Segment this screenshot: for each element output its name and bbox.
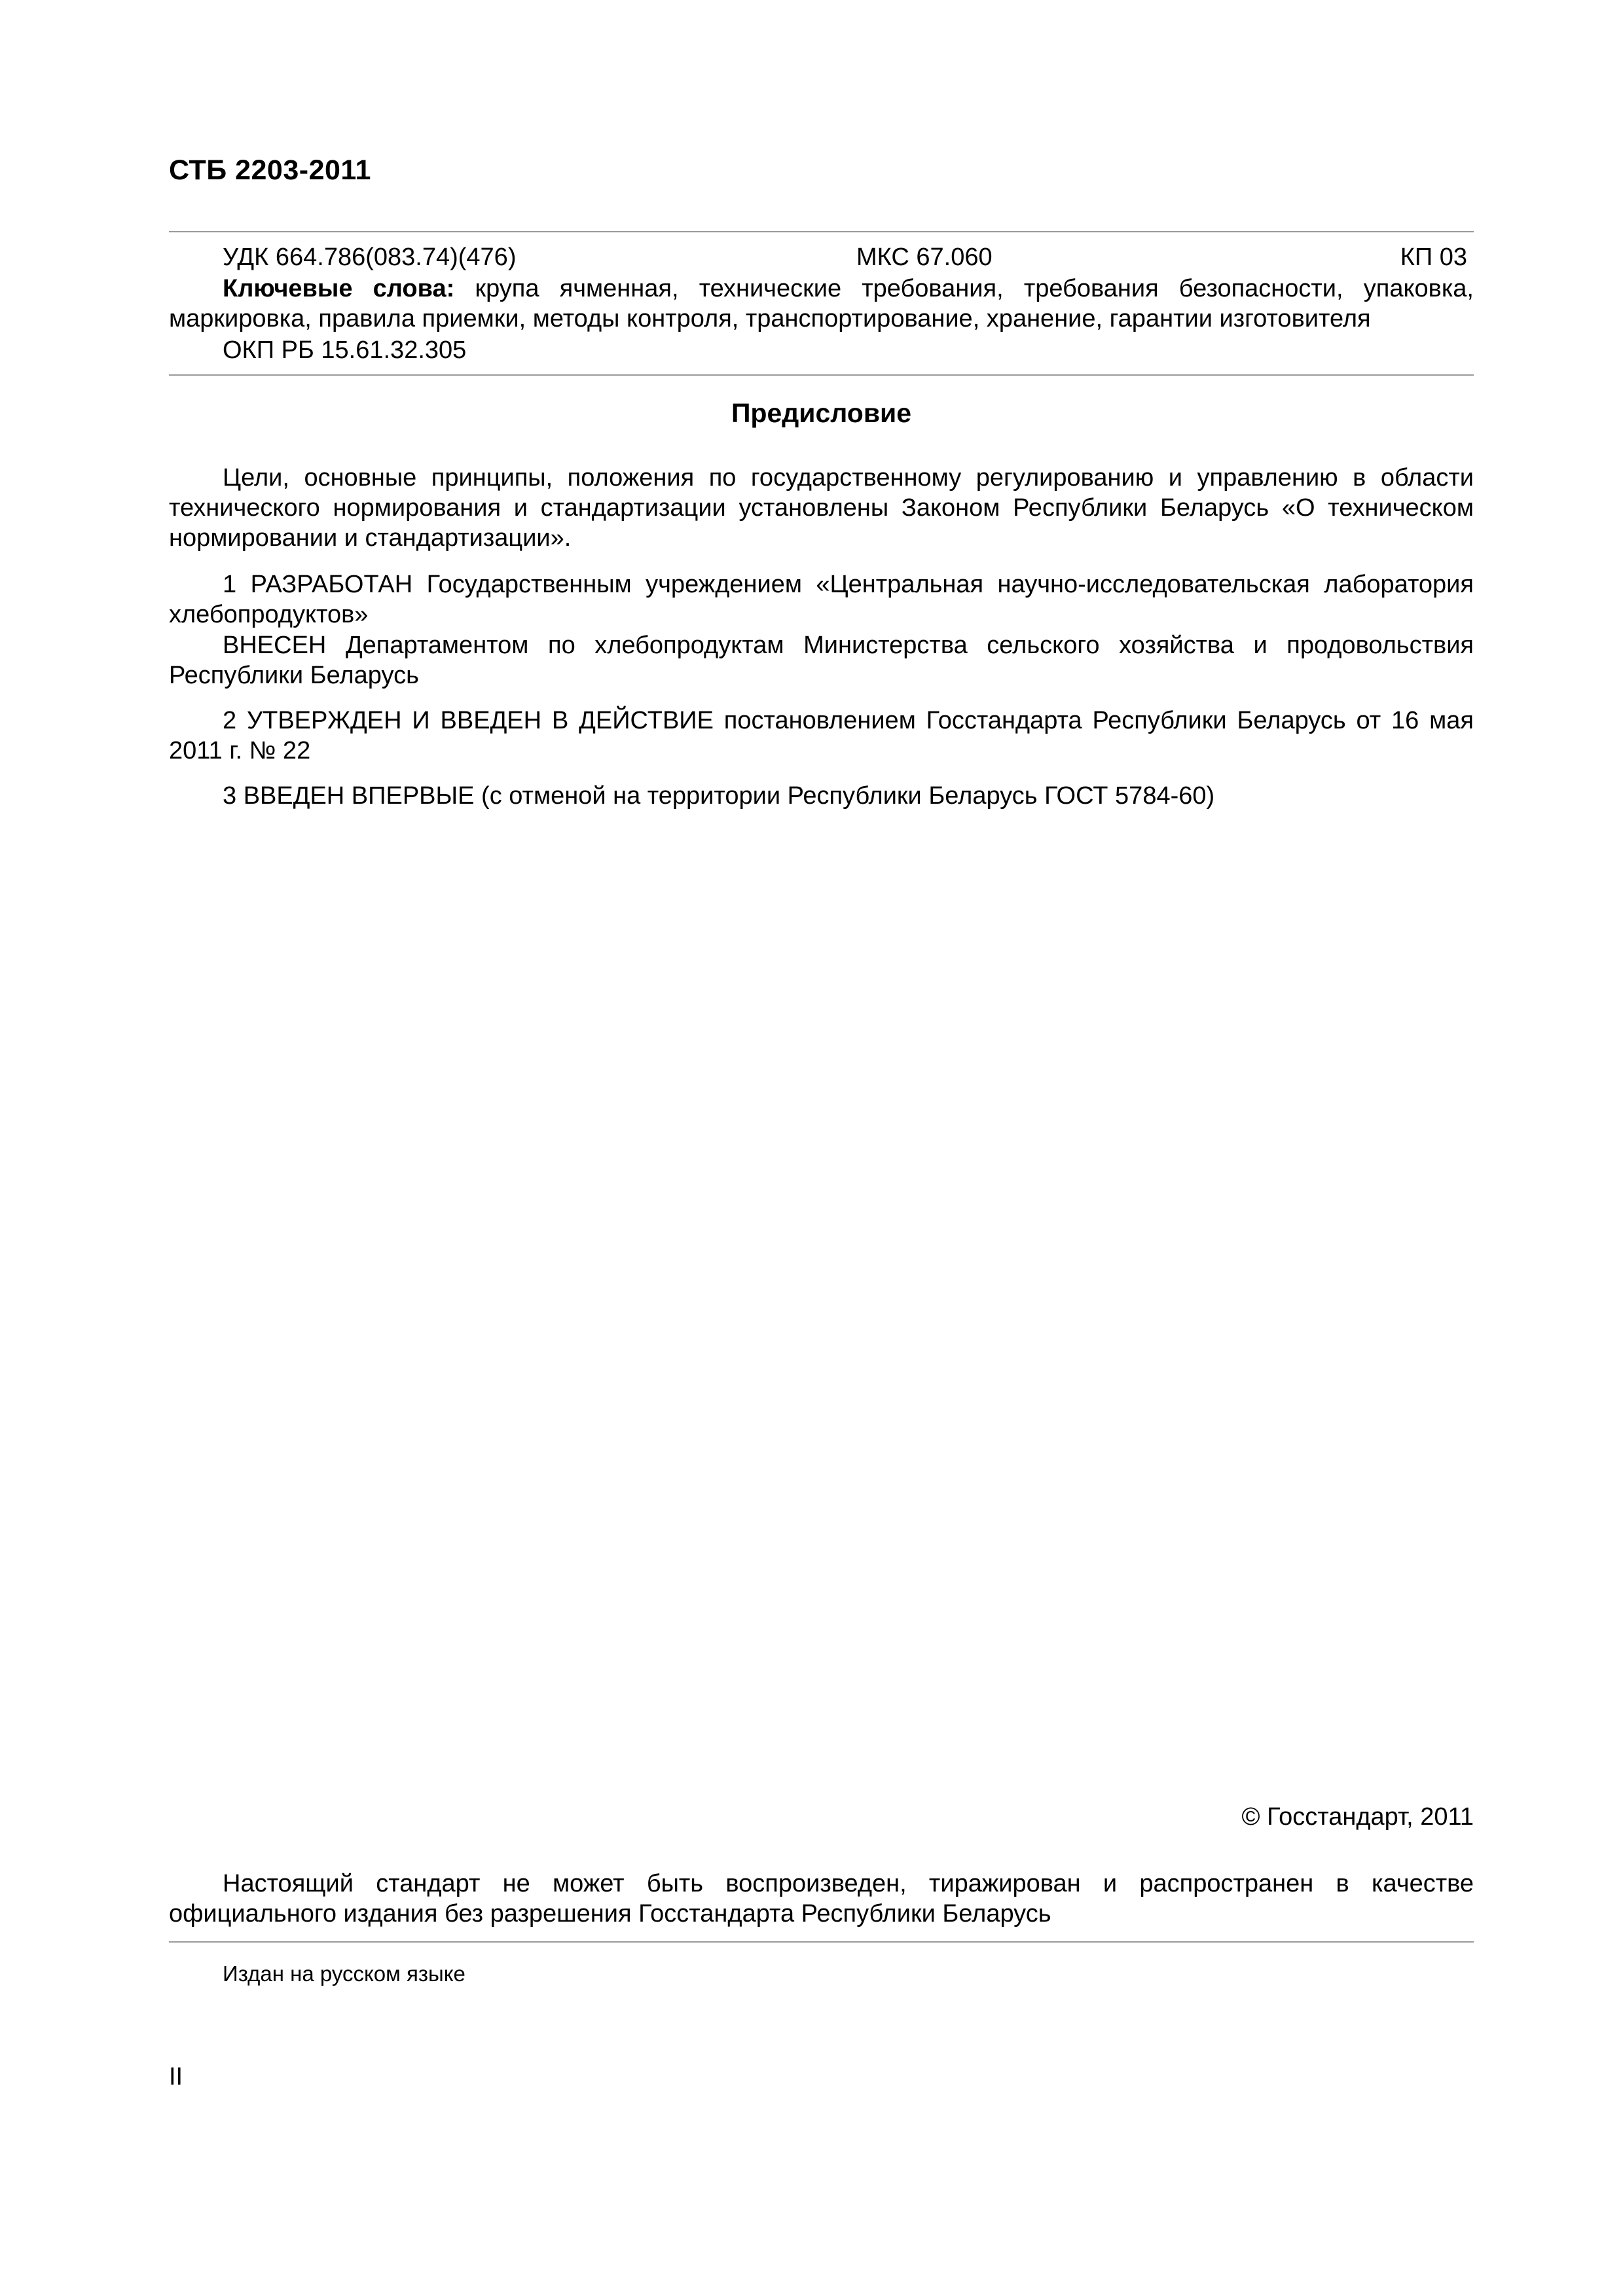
reproduction-notice: Настоящий стандарт не может быть воспроизведен, тиражирован и распространен в качестве официального издания без разрешения Госстандарта Республики Беларусь <box>169 1870 1474 1928</box>
preface-item-1-submitted: ВНЕСЕН Департаментом по хлебопродуктам Министерства сельского хозяйства и продовольствия Республики Беларусь <box>169 632 1474 689</box>
keywords <box>169 274 1474 334</box>
preface-item-3: 3 ВВЕДЕН ВПЕРВЫЕ (с отменой на территории Республики Беларусь ГОСТ 5784-60) <box>223 782 1215 810</box>
top-divider <box>169 231 1474 232</box>
udk-code: УДК 664.786(083.74)(476) <box>223 243 517 271</box>
footer-divider <box>169 1941 1474 1943</box>
kp-code: КП 03 <box>1400 243 1467 271</box>
meta-bottom-divider <box>169 374 1474 376</box>
keywords-text: крупа ячменная, технические требования, требования безопасности, упаковка, маркировка, правила приемки, методы контроля, транспортирование, хранение, гарантии изготовителя <box>169 275 1474 332</box>
okp-code: ОКП РБ 15.61.32.305 <box>223 336 467 364</box>
copyright: © Госстандарт, 2011 <box>1241 1803 1474 1831</box>
standard-code: СТБ 2203-2011 <box>169 154 371 186</box>
preface-intro: Цели, основные принципы, положения по государственному регулированию и управлению в области технического нормирования и стандартизации установлены Законом Республики Беларусь «О техническом нормировании и стандартизации». <box>169 464 1474 552</box>
mks-code: МКС 67.060 <box>856 243 993 271</box>
page-number: II <box>169 2063 183 2090</box>
classification-row <box>169 242 1474 272</box>
language-note: Издан на русском языке <box>223 1962 465 1986</box>
keywords-label: Ключевые слова: <box>223 275 455 302</box>
preface-item-1: 1 РАЗРАБОТАН Государственным учреждением «Центральная научно-исследовательская лаборатория хлебопродуктов» <box>169 571 1474 628</box>
preface-item-2: 2 УТВЕРЖДЕН И ВВЕДЕН В ДЕЙСТВИЕ постановлением Госстандарта Республики Беларусь от 16 мая 2011 г. № 22 <box>169 707 1474 764</box>
preface-title: Предисловие <box>731 398 912 428</box>
